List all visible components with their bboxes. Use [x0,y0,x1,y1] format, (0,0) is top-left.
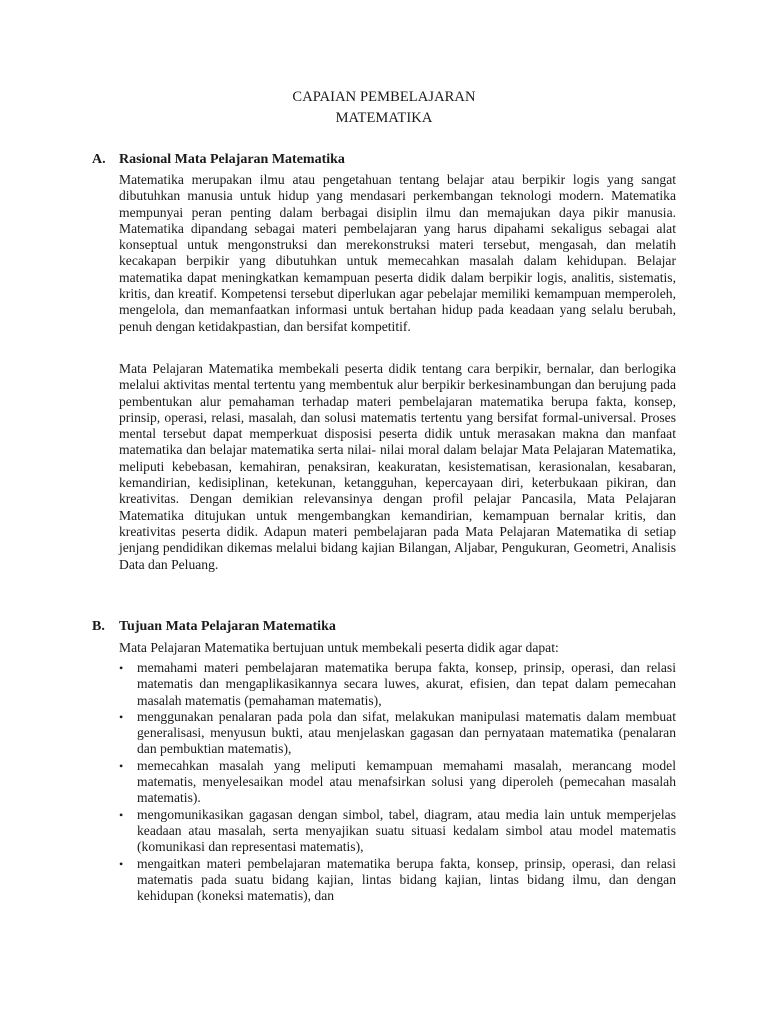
bullet-icon: • [119,709,124,724]
bullet-icon: • [119,856,124,871]
section-b-title: Tujuan Mata Pelajaran Matematika [119,619,336,634]
bullet-icon: • [119,807,124,822]
section-a-letter: A. [92,152,106,167]
bullet-icon: • [119,661,124,675]
list-item-text: memecahkan masalah yang meliputi kemampuan memahami masalah, merancang model matematis, menyelesaikan model atau menafsirkan solusi yang diperoleh (pemecahan masalah matematis). [137,757,676,806]
document-title-line2: MATEMATIKA [335,110,433,126]
list-item-text: mengomunikasikan gagasan dengan simbol, tabel, diagram, atau media lain untuk memperjelas keadaan atau masalah, serta menyajikan suatu situasi kedalam simbol atau model matematis (komunikasi dan representasi matematis), [137,806,676,855]
document-title-line1: CAPAIAN PEMBELAJARAN [292,89,476,105]
section-a-paragraph-1: Matematika merupakan ilmu atau pengetahuan tentang belajar atau berpikir logis yang sangat dibutuhkan manusia untuk hidup yang mendasari perkembangan teknologi modern. Matematika mempunyai peran penting dalam berbagai disiplin ilmu dan memajukan daya pikir manusia. Matematika dipandang sebagai materi pembelajaran yang harus dipahami sekaligus sebagai alat konseptual untuk mengonstruksi dan merekonstruksi materi tersebut, mengasah, dan melatih kecakapan berpikir yang dibutuhkan untuk memecahkan masalah dalam kehidupan. Belajar matematika dapat meningkatkan kemampuan peserta didik dalam berpikir logis, analitis, sistematis, kritis, dan kreatif. Kompetensi tersebut diperlukan agar pebelajar memiliki kemampuan memperoleh, mengelola, dan memanfaatkan informasi untuk bertahan hidup pada keadaan yang selalu berubah, penuh dengan ketidakpastian, dan bersifat kompetitif. [119,172,676,334]
section-b-intro: Mata Pelajaran Matematika bertujuan untuk membekali peserta didik agar dapat: [119,640,559,655]
list-item [119,856,676,905]
list-item-text: mengaitkan materi pembelajaran matematika berupa fakta, konsep, prinsip, operasi, dan relasi matematis pada suatu bidang kajian, lintas bidang kajian, lintas bidang ilmu, dan dengan kehidupan (koneksi matematis), dan [137,855,676,904]
section-b-letter: B. [92,619,105,634]
list-item-text: memahami materi pembelajaran matematika berupa fakta, konsep, prinsip, operasi, dan relasi matematis dan mengaplikasikannya secara luwes, akurat, efisien, dan tepat dalam pemecahan masalah matematis (pemahaman matematis), [137,660,676,708]
bullet-icon: • [119,758,124,773]
section-a-paragraph-2: Mata Pelajaran Matematika membekali peserta didik tentang cara berpikir, bernalar, dan berlogika melalui aktivitas mental tertentu yang membentuk alur berpikir berkesinambungan dan berujung pada pembentukan alur pemahaman terhadap materi pembelajaran matematika berupa fakta, konsep, prinsip, operasi, relasi, masalah, dan solusi matematis tertentu yang bersifat formal-universal. Proses mental tersebut dapat memperkuat disposisi peserta didik untuk merasakan makna dan manfaat matematika dan belajar matematika serta nilai- nilai moral dalam belajar Mata Pelajaran Matematika, meliputi kebebasan, kemahiran, penaksiran, keakuratan, kesistematisan, kerasionalan, kesabaran, kemandirian, kedisiplinan, ketekunan, ketangguhan, kepercayaan diri, keterbukaan pikiran, dan kreativitas. Dengan demikian relevansinya dengan profil pelajar Pancasila, Mata Pelajaran Matematika ditujukan untuk mengembangkan kemandirian, kemampuan bernalar kritis, dan kreativitas peserta didik. Adapun materi pembelajaran pada Mata Pelajaran Matematika di setiap jenjang pendidikan dikemas melalui bidang kajian Bilangan, Aljabar, Pengukuran, Geometri, Analisis Data dan Peluang. [119,361,676,572]
section-a-title: Rasional Mata Pelajaran Matematika [119,152,345,167]
section-a-heading [92,152,345,168]
list-item-text: menggunakan penalaran pada pola dan sifat, melakukan manipulasi matematis dalam membuat generalisasi, menyusun bukti, atau menjelaskan gagasan dan pernyataan matematika (penalaran dan pembuktian matematis), [137,708,676,757]
section-b-heading [92,619,336,635]
list-item [119,709,676,758]
objectives-list [119,660,676,904]
list-item [119,807,676,856]
list-item [119,660,676,709]
list-item [119,758,676,807]
